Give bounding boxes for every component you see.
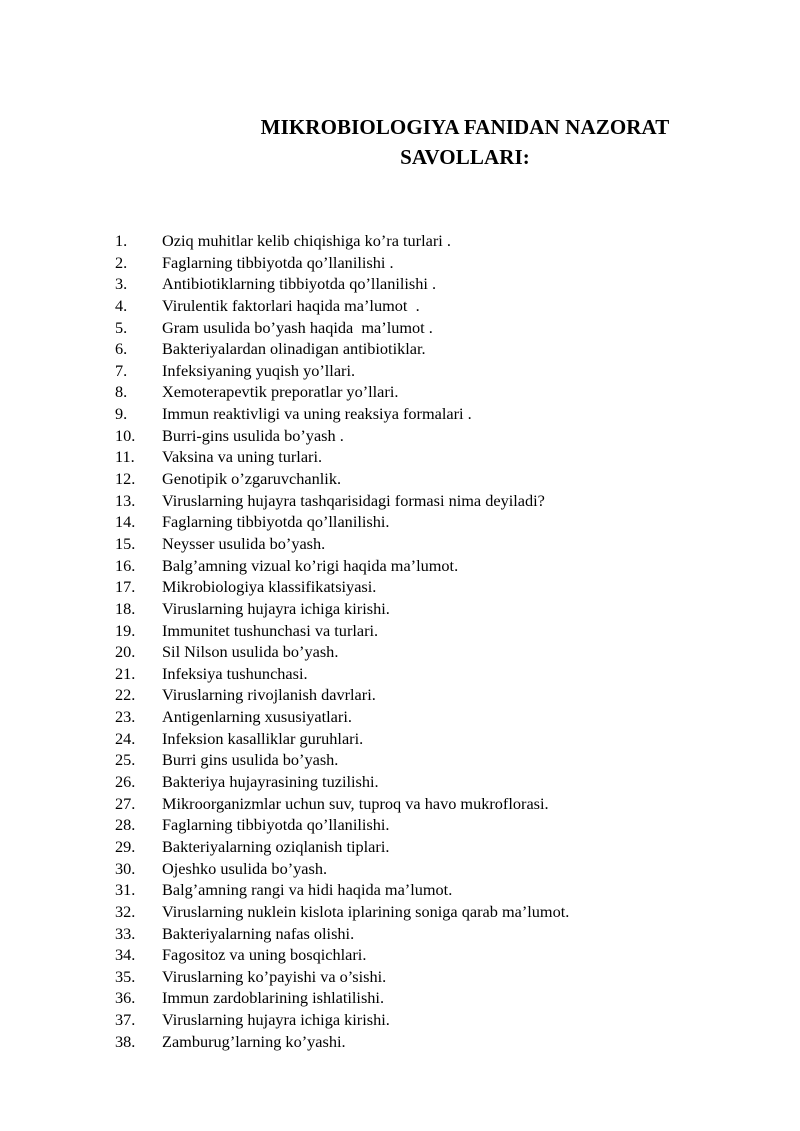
list-item-text: Faglarning tibbiyotda qo’llanilishi.	[162, 815, 390, 835]
list-item	[115, 728, 715, 750]
list-item	[115, 987, 715, 1009]
list-item	[115, 641, 715, 663]
list-item-text: Mikrobiologiya klassifikatsiyasi.	[162, 577, 377, 597]
list-item-text: Bakteriyalardan olinadigan antibiotiklar.	[162, 339, 426, 359]
list-item-number: 38.	[115, 1031, 136, 1051]
list-item-number: 28.	[115, 815, 136, 835]
list-item-number: 3.	[115, 274, 128, 294]
list-item-text: Immun zardoblarining ishlatilishi.	[162, 988, 385, 1008]
list-item	[115, 446, 715, 468]
list-item	[115, 858, 715, 880]
list-item-number: 16.	[115, 555, 136, 575]
list-item-number: 20.	[115, 642, 136, 662]
list-item-text: Infeksion kasalliklar guruhlari.	[162, 728, 364, 748]
list-item-text: Immunitet tushunchasi va turlari.	[162, 620, 379, 640]
list-item-text: Bakteriya hujayrasining tuzilishi.	[162, 772, 379, 792]
list-item-text: Burri-gins usulida bo’yash .	[162, 425, 344, 445]
list-item	[115, 814, 715, 836]
list-item	[115, 360, 715, 382]
list-item-text: Antibiotiklarning tibbiyotda qo’llanilishi .	[162, 274, 437, 294]
list-item	[115, 901, 715, 923]
list-item-number: 4.	[115, 295, 128, 315]
list-item-number: 1.	[115, 231, 128, 250]
list-item-number: 21.	[115, 663, 136, 683]
list-item-text: Zamburug’larning ko’yashi.	[162, 1031, 346, 1051]
list-item-text: Oziq muhitlar kelib chiqishiga ko’ra turlari .	[162, 231, 451, 250]
list-item-text: Mikroorganizmlar uchun suv, tuproq va havo mukroflorasi.	[162, 793, 549, 813]
list-item-text: Virulentik faktorlari haqida ma’lumot .	[162, 295, 420, 315]
list-item-number: 9.	[115, 404, 128, 424]
list-item	[115, 706, 715, 728]
list-item-number: 19.	[115, 620, 136, 640]
list-item	[115, 273, 715, 295]
list-item-text: Balg’amning rangi va hidi haqida ma’lumot.	[162, 880, 453, 900]
list-item-number: 23.	[115, 707, 136, 727]
list-item-number: 5.	[115, 317, 128, 337]
list-item-number: 29.	[115, 836, 136, 856]
list-item-number: 8.	[115, 382, 128, 402]
list-item	[115, 793, 715, 815]
list-item-text: Gram usulida bo’yash haqida ma’lumot .	[162, 317, 433, 337]
list-item-text: Viruslarning rivojlanish davrlari.	[162, 685, 376, 705]
list-item	[115, 555, 715, 577]
list-item-number: 24.	[115, 728, 136, 748]
list-item-text: Ojeshko usulida bo’yash.	[162, 858, 328, 878]
list-item	[115, 511, 715, 533]
list-item-text: Viruslarning hujayra tashqarisidagi formasi nima deyiladi?	[162, 490, 545, 510]
list-item-number: 17.	[115, 577, 136, 597]
list-item	[115, 295, 715, 317]
list-item	[115, 381, 715, 403]
list-item-number: 33.	[115, 923, 136, 943]
list-item-text: Neysser usulida bo’yash.	[162, 533, 326, 553]
list-item	[115, 1009, 715, 1031]
list-item	[115, 1031, 715, 1053]
list-item	[115, 403, 715, 425]
list-item-text: Vaksina va uning turlari.	[162, 447, 323, 467]
list-item-text: Balg’amning vizual ko’rigi haqida ma’lumot.	[162, 555, 459, 575]
list-item	[115, 230, 715, 252]
list-item-number: 34.	[115, 945, 136, 965]
list-item	[115, 749, 715, 771]
list-item-text: Viruslarning hujayra ichiga kirishi.	[162, 1010, 390, 1030]
list-item	[115, 317, 715, 339]
list-item-number: 15.	[115, 533, 136, 553]
title-line-2: SAVOLLARI:	[400, 145, 530, 169]
list-item-number: 36.	[115, 988, 136, 1008]
list-item	[115, 338, 715, 360]
list-item-text: Infeksiya tushunchasi.	[162, 663, 308, 683]
list-item	[115, 576, 715, 598]
list-item-number: 31.	[115, 880, 136, 900]
list-item	[115, 923, 715, 945]
list-item-text: Xemoterapevtik preporatlar yo’llari.	[162, 382, 399, 402]
title-line-1: MIKROBIOLOGIYA FANIDAN NAZORAT	[260, 115, 670, 139]
list-item	[115, 425, 715, 447]
list-item-text: Viruslarning nuklein kislota iplarining soniga qarab ma’lumot.	[162, 901, 570, 921]
list-item-text: Faglarning tibbiyotda qo’llanilishi .	[162, 252, 394, 272]
list-item-text: Viruslarning hujayra ichiga kirishi.	[162, 598, 390, 618]
list-item	[115, 771, 715, 793]
list-item-number: 10.	[115, 425, 136, 445]
list-item	[115, 836, 715, 858]
list-item	[115, 533, 715, 555]
list-item-number: 14.	[115, 512, 136, 532]
list-item-text: Viruslarning ko’payishi va o’sishi.	[162, 966, 387, 986]
list-item-text: Immun reaktivligi va uning reaksiya formalari .	[162, 404, 472, 424]
list-item	[115, 620, 715, 642]
list-item	[115, 490, 715, 512]
list-item-number: 22.	[115, 685, 136, 705]
list-item-number: 30.	[115, 858, 136, 878]
list-item-number: 27.	[115, 793, 136, 813]
list-item-number: 11.	[115, 447, 135, 467]
list-item	[115, 879, 715, 901]
list-item-number: 12.	[115, 469, 136, 489]
list-item	[115, 598, 715, 620]
list-item-text: Burri gins usulida bo’yash.	[162, 750, 339, 770]
list-item-text: Bakteriyalarning nafas olishi.	[162, 923, 355, 943]
list-item-number: 26.	[115, 772, 136, 792]
list-item-text: Infeksiyaning yuqish yo’llari.	[162, 360, 356, 380]
list-item-number: 13.	[115, 490, 136, 510]
list-item-text: Genotipik o’zgaruvchanlik.	[162, 469, 342, 489]
list-item	[115, 663, 715, 685]
list-item-number: 35.	[115, 966, 136, 986]
page-title	[120, 112, 800, 172]
list-item-number: 32.	[115, 901, 136, 921]
list-item-number: 18.	[115, 598, 136, 618]
list-item	[115, 944, 715, 966]
list-item-number: 7.	[115, 360, 128, 380]
list-item	[115, 966, 715, 988]
list-item-text: Fagositoz va uning bosqichlari.	[162, 945, 367, 965]
list-item-text: Faglarning tibbiyotda qo’llanilishi.	[162, 512, 390, 532]
question-list	[115, 230, 715, 1052]
list-item-number: 2.	[115, 252, 128, 272]
list-item-text: Bakteriyalarning oziqlanish tiplari.	[162, 836, 390, 856]
list-item-text: Sil Nilson usulida bo’yash.	[162, 642, 339, 662]
list-item-number: 25.	[115, 750, 136, 770]
list-item-number: 37.	[115, 1010, 136, 1030]
list-item-number: 6.	[115, 339, 128, 359]
list-item	[115, 468, 715, 490]
list-item	[115, 252, 715, 274]
list-item	[115, 684, 715, 706]
list-item-text: Antigenlarning xususiyatlari.	[162, 707, 352, 727]
